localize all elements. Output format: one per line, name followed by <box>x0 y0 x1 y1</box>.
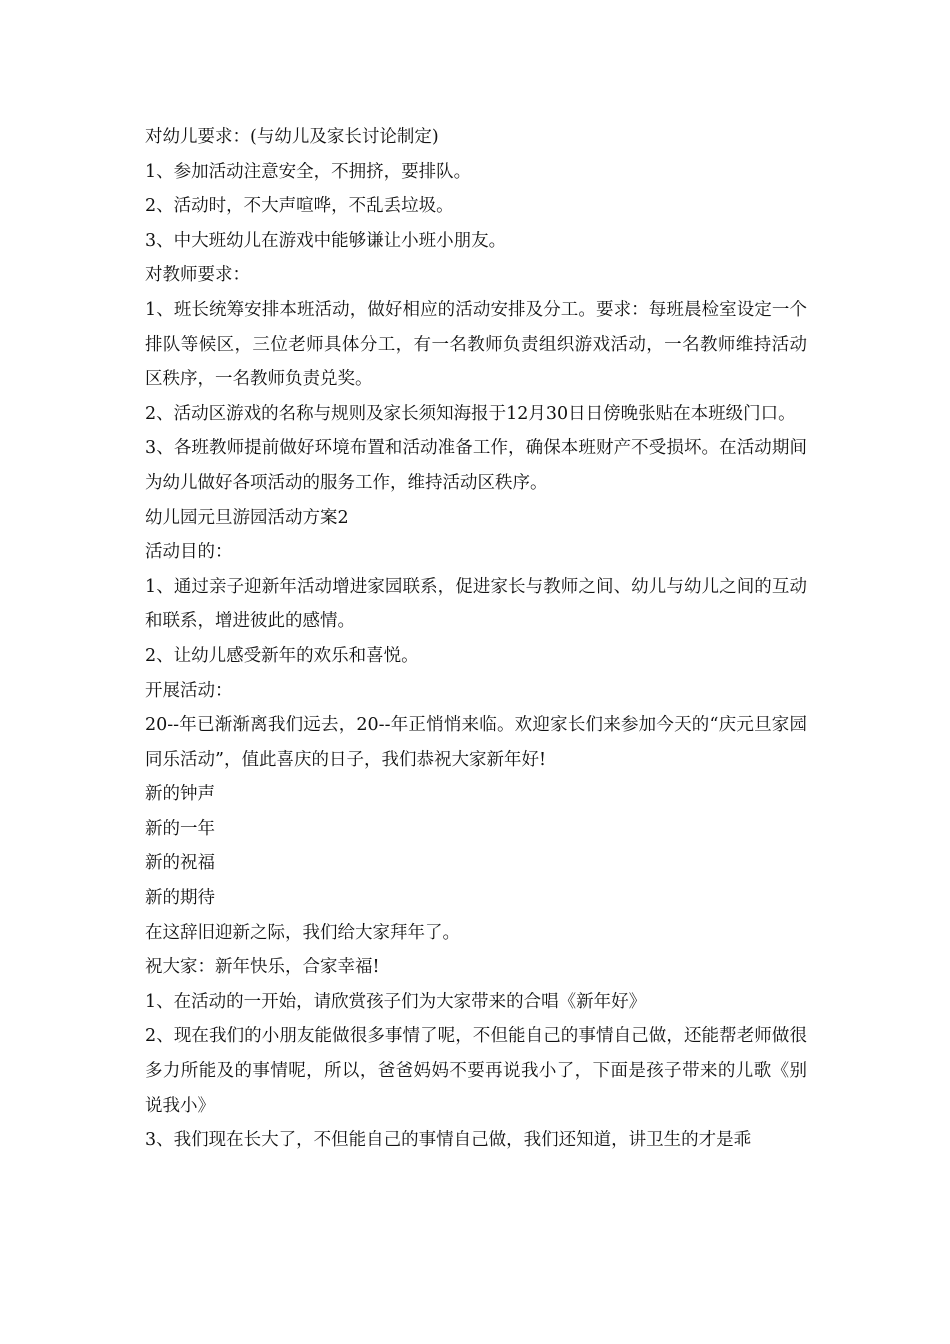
paragraph-wishes: 祝大家：新年快乐，合家幸福! <box>145 957 380 978</box>
paragraph-plan-2-title: 幼儿园元旦游园活动方案2 <box>145 507 349 528</box>
paragraph-teacher-rule-2: 2、活动区游戏的名称与规则及家长须知海报于12月30日日傍晚张贴在本班级门口。 <box>145 403 796 424</box>
paragraph-verse-2: 新的一年 <box>145 818 215 839</box>
paragraph-goal-heading: 活动目的： <box>145 542 233 563</box>
paragraph-child-rule-1: 1、参加活动注意安全，不拥挤，要排队。 <box>145 161 472 182</box>
paragraph-verse-4: 新的期待 <box>145 888 215 909</box>
paragraph-program-3: 3、我们现在长大了，不但能自己的事情自己做，我们还知道，讲卫生的才是乖 <box>145 1130 752 1151</box>
paragraph-child-rule-3: 3、中大班幼儿在游戏中能够谦让小班小朋友。 <box>145 230 507 251</box>
paragraph-goal-2: 2、让幼儿感受新年的欢乐和喜悦。 <box>145 645 419 666</box>
paragraph-welcome: 20--年已渐渐离我们远去，20--年正悄悄来临。欢迎家长们来参加今天的“庆元旦家园同乐活动”，值此喜庆的日子，我们恭祝大家新年好! <box>145 715 807 770</box>
paragraph-teacher-rule-1: 1、班长统筹安排本班活动，做好相应的活动安排及分工。要求：每班晨检室设定一个排队等候区，三位老师具体分工，有一名教师负责组织游戏活动，一名教师维持活动区秩序，一名教师负责兑奖。 <box>145 299 807 390</box>
paragraph-child-requirements-heading: 对幼儿要求：(与幼儿及家长讨论制定) <box>145 127 439 147</box>
paragraph-program-1: 1、在活动的一开始，请欣赏孩子们为大家带来的合唱《新年好》 <box>145 991 647 1012</box>
paragraph-teacher-requirements-heading: 对教师要求： <box>145 265 250 286</box>
paragraph-child-rule-2: 2、活动时，不大声喧哗，不乱丢垃圾。 <box>145 196 454 217</box>
paragraph-verse-1: 新的钟声 <box>145 784 215 805</box>
paragraph-goal-1: 1、通过亲子迎新年活动增进家园联系，促进家长与教师之间、幼儿与幼儿之间的互动和联系，增进彼此的感情。 <box>145 576 807 632</box>
document-body <box>145 120 807 1158</box>
paragraph-verse-3: 新的祝福 <box>145 853 215 874</box>
paragraph-program-2: 2、现在我们的小朋友能做很多事情了呢，不但能自己的事情自己做，还能帮老师做很多力所能及的事情呢，所以，爸爸妈妈不要再说我小了，下面是孩子带来的儿歌《别说我小》 <box>145 1026 807 1116</box>
paragraph-new-year-greeting: 在这辞旧迎新之际，我们给大家拜年了。 <box>145 922 460 943</box>
paragraph-activity-heading: 开展活动： <box>145 680 233 701</box>
paragraph-teacher-rule-3: 3、各班教师提前做好环境布置和活动准备工作，确保本班财产不受损坏。在活动期间为幼儿做好各项活动的服务工作，维持活动区秩序。 <box>145 438 807 493</box>
